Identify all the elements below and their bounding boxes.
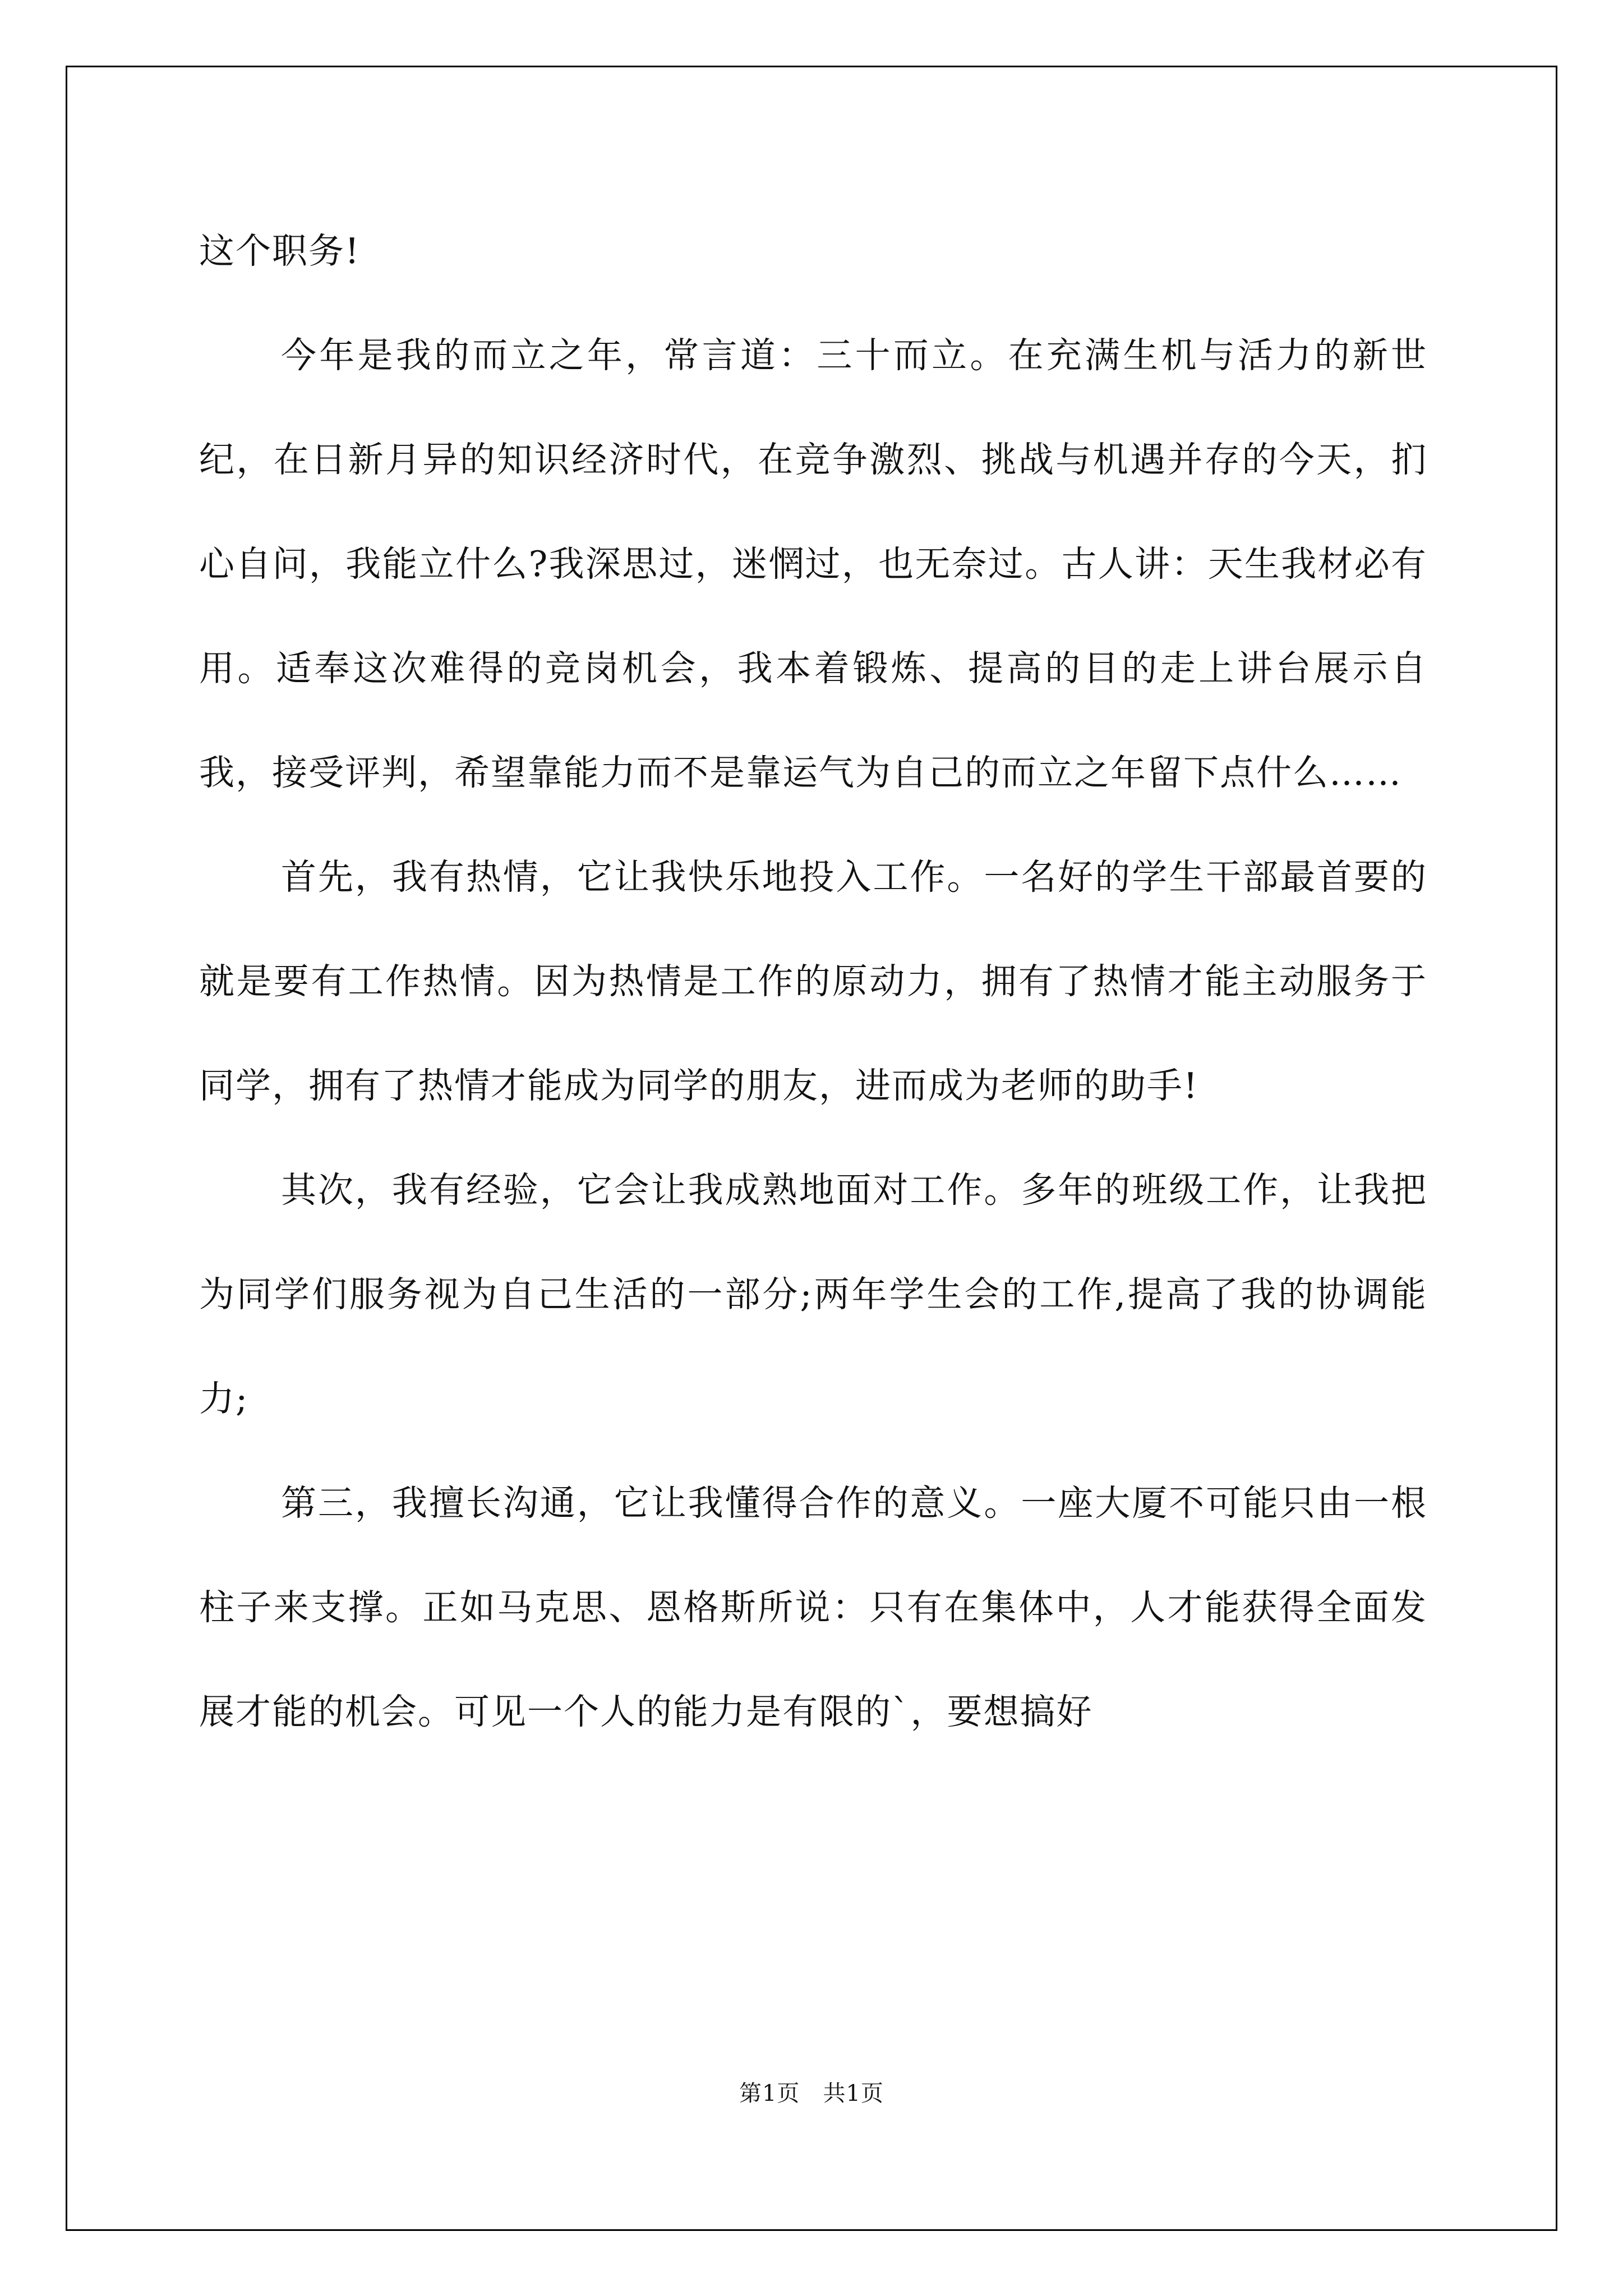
page-number-footer: 第1页 共1页 — [739, 2081, 884, 2106]
paragraph-5: 第三，我擅长沟通，它让我懂得合作的意义。一座大厦不可能只由一根柱子来支撑。正如马克思、恩格斯所说：只有在集体中，人才能获得全面发展才能的机会。可见一个人的能力是有限的`，要想搞好 — [199, 1483, 1427, 1732]
paragraph-1: 这个职务! — [199, 231, 361, 272]
paragraph-4: 其次，我有经验，它会让我成熟地面对工作。多年的班级工作，让我把为同学们服务视为自己生活的一部分;两年学生会的工作,提高了我的协调能力; — [199, 1170, 1427, 1419]
paragraph-3: 首先，我有热情，它让我快乐地投入工作。一名好的学生干部最首要的就是要有工作热情。因为热情是工作的原动力，拥有了热情才能主动服务于同学，拥有了热情才能成为同学的朋友，进而成为老师的助手! — [199, 857, 1427, 1106]
document-body — [199, 199, 1427, 1764]
paragraph-2: 今年是我的而立之年，常言道：三十而立。在充满生机与活力的新世纪，在日新月异的知识经济时代，在竞争激烈、挑战与机遇并存的今天，扪心自问，我能立什么?我深思过，迷惘过，也无奈过。古人讲：天生我材必有用。适奉这次难得的竞岗机会，我本着锻炼、提高的目的走上讲台展示自我，接受评判，希望靠能力而不是靠运气为自己的而立之年留下点什么…… — [199, 335, 1427, 793]
